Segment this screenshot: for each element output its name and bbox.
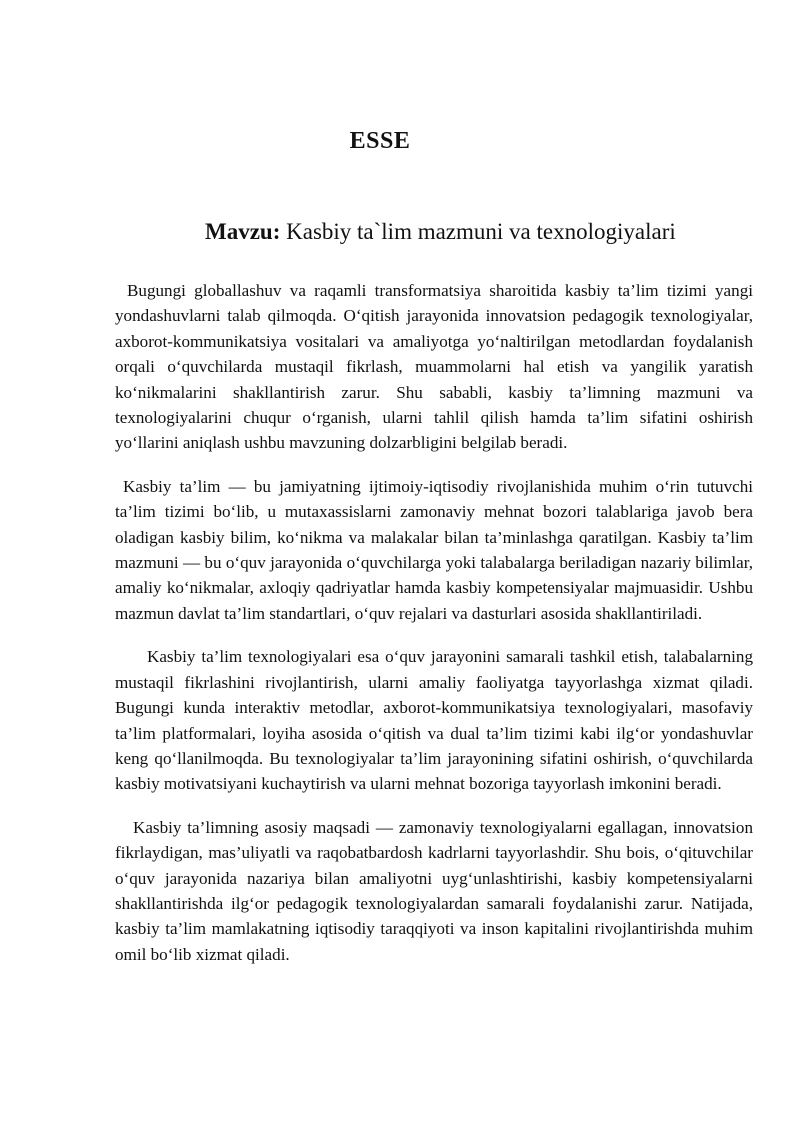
essay-body [115, 278, 753, 985]
topic-heading [205, 219, 676, 245]
topic-label: Mavzu: [205, 219, 281, 244]
document-title: ESSE [349, 128, 411, 154]
paragraph-4: Kasbiy ta’limning asosiy maqsadi — zamonaviy texnologiyalarni egallagan, innovatsion fikrlaydigan, mas’uliyatli va raqobatbardosh kadrlarni tayyorlashdir. Shu bois, o‘qituvchilar o‘quv jarayonida nazariya bilan amaliyotni uyg‘unlashtirishi, kasbiy kompetensiyalarni shakllantirishda ilg‘or pedagogik texnologiyalardan samarali foydalanishi zarur. Natijada, kasbiy ta’lim mamlakatning iqtisodiy taraqqiyoti va inson kapitalini rivojlantirishda muhim omil bo‘lib xizmat qiladi. [115, 817, 753, 964]
topic-text: Kasbiy ta`lim mazmuni va texnologiyalari [280, 219, 676, 244]
paragraph-3: Kasbiy ta’lim texnologiyalari esa o‘quv jarayonini samarali tashkil etish, talabalarning mustaqil fikrlashini rivojlantirish, ularni amaliy faoliyatga tayyorlashga xizmat qiladi. Bugungi kunda interaktiv metodlar, axborot-kommunikatsiya texnologiyalari, masofaviy ta’lim platformalari, loyiha asosida o‘qitish va dual ta’lim tizimi kabi ilg‘or yondashuvlar keng qo‘llanilmoqda. Bu texnologiyalar ta’lim jarayonining sifatini oshirish, o‘quvchilarda kasbiy motivatsiyani kuchaytirish va ularni mehnat bozoriga tayyorlash imkonini beradi. [115, 647, 753, 794]
paragraph-2: Kasbiy ta’lim — bu jamiyatning ijtimoiy-iqtisodiy rivojlanishida muhim o‘rin tutuvchi ta’lim tizimi bo‘lib, u mutaxassislarni zamonaviy mehnat bozori talablariga javob bera oladigan kasbiy bilim, ko‘nikma va malakalar bilan ta’minlashga qaratilgan. Kasbiy ta’lim mazmuni — bu o‘quv jarayonida o‘quvchilarga yoki talabalarga beriladigan nazariy bilimlar, amaliy ko‘nikmalar, axloqiy qadriyatlar hamda kasbiy kompetensiyalar majmuasidir. Ushbu mazmun davlat ta’lim standartlari, o‘quv rejalari va dasturlari asosida shakllantiriladi. [115, 476, 753, 623]
paragraph-1: Bugungi globallashuv va raqamli transformatsiya sharoitida kasbiy ta’lim tizimi yangi yondashuvlarni talab qilmoqda. O‘qitish jarayonida innovatsion pedagogik texnologiyalar, axborot-kommunikatsiya vositalari va amaliyotga yo‘naltirilgan metodlardan foydalanish orqali o‘quvchilarda mustaqil fikrlash, muammolarni hal etish va yangilik yaratish ko‘nikmalarini shakllantirish zarur. Shu sababli, kasbiy ta’limning mazmuni va texnologiyalarini chuqur o‘rganish, ularni tahlil qilish hamda ta’lim sifatini oshirish yo‘llarini aniqlash ushbu mavzuning dolzarbligini belgilab beradi. [115, 281, 753, 453]
